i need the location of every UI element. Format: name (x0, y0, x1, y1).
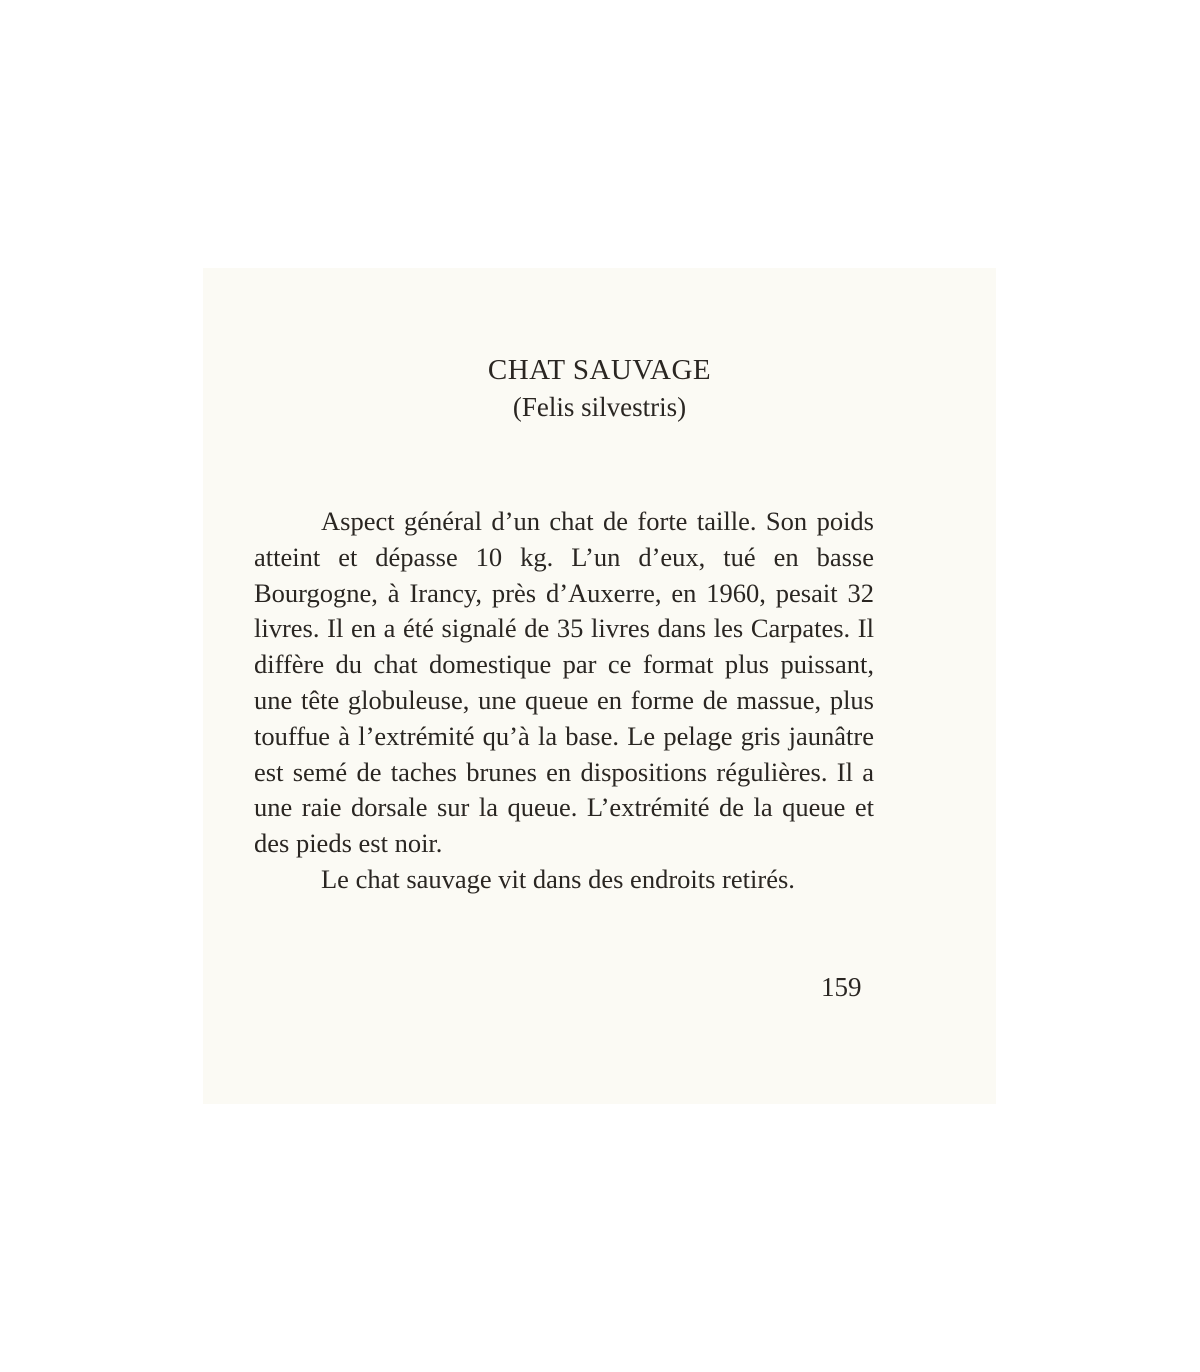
paragraph: Aspect général d’un chat de forte taille. Son poids atteint et dépasse 10 kg. L’un d’eux, tué en basse Bourgogne, à Irancy, près d’Auxerre, en 1960, pesait 32 livres. Il en a été signalé de 35 livres dans les Carpates. Il diffère du chat domestique par ce format plus puissant, une tête globuleuse, une queue en forme de massue, plus touffue à l’extrémité qu’à la base. Le pelage gris jaunâtre est semé de taches brunes en dispositions régulières. Il a une raie dorsale sur la queue. L’extrémité de la queue et des pieds est noir. (254, 506, 874, 859)
page-number: 159 (821, 972, 862, 1002)
book-page (203, 268, 996, 1104)
page-subtitle: (Felis silvestris) (512, 392, 687, 422)
page-title: CHAT SAUVAGE (487, 354, 712, 386)
body-text (254, 504, 874, 898)
paragraph: Le chat sauvage vit dans des endroits retirés. (321, 863, 795, 894)
